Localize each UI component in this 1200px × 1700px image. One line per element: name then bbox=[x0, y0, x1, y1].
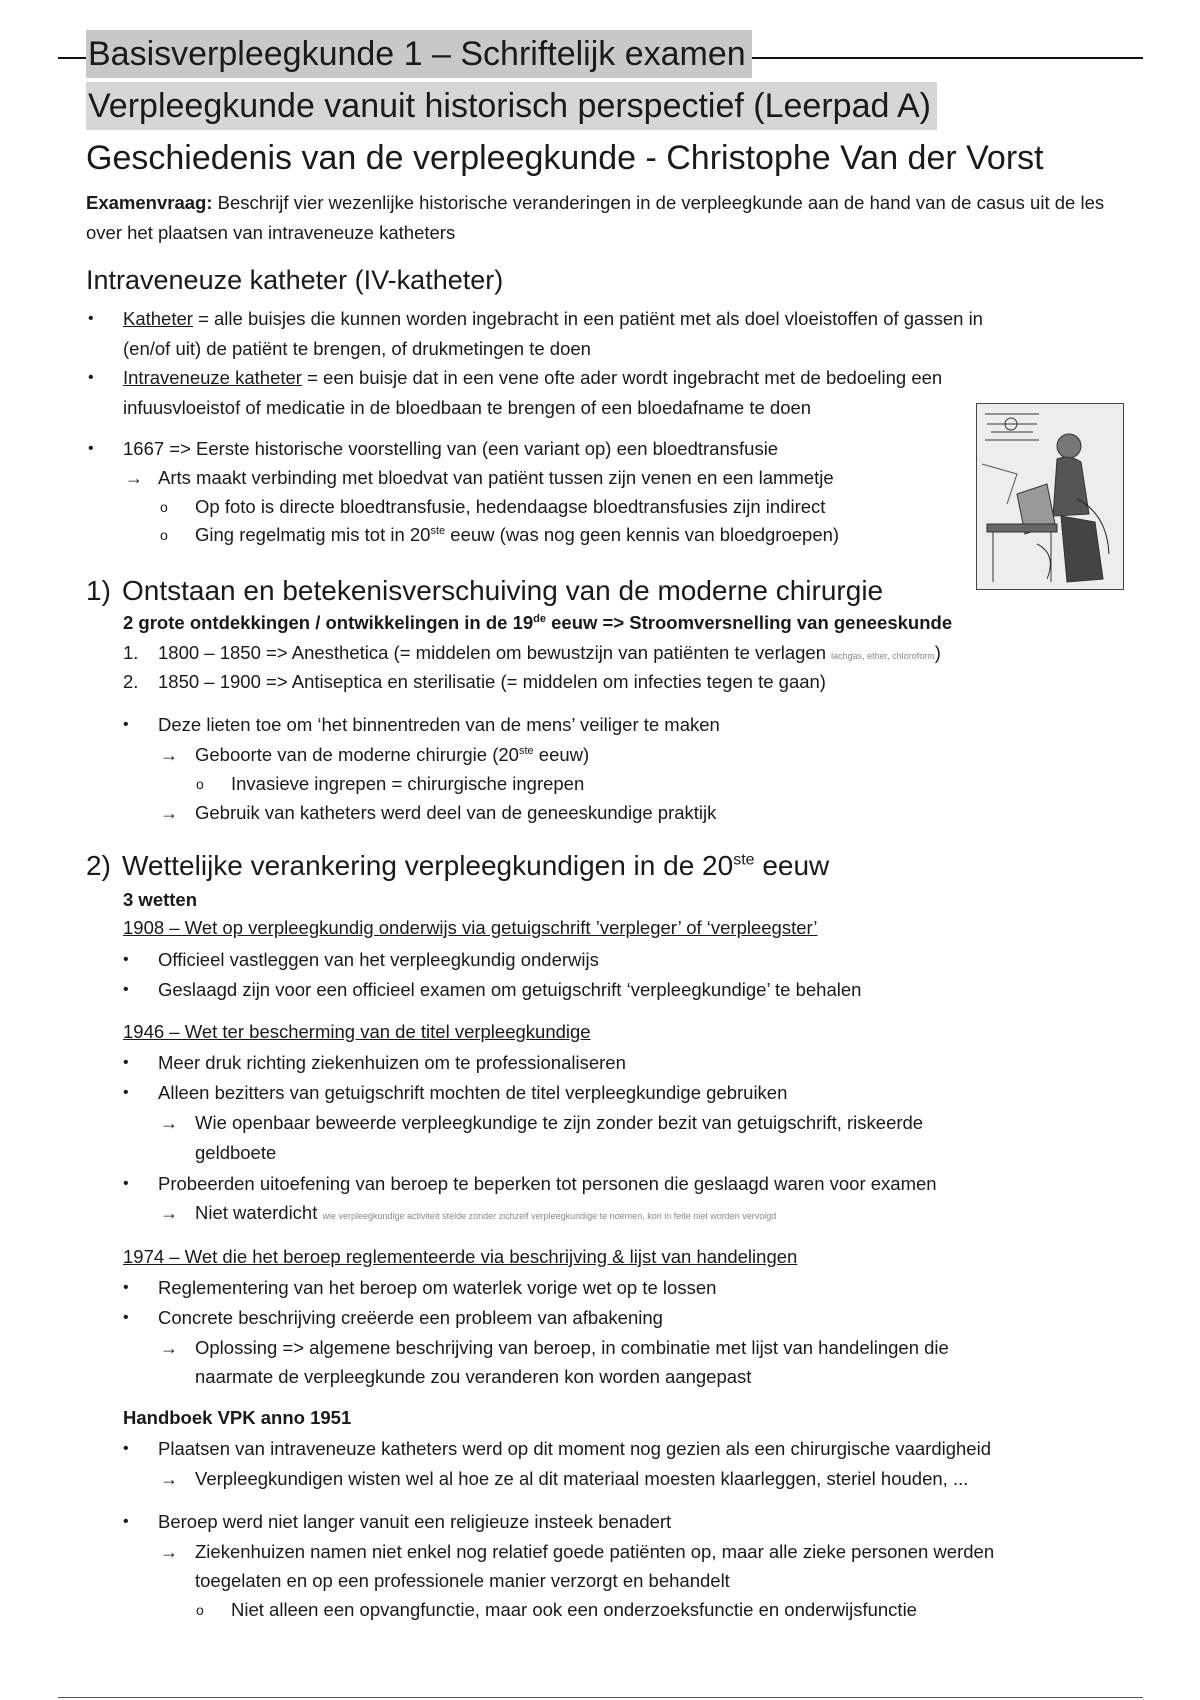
iv-bullet-1-text: = alle buisjes die kunnen worden ingebracht in een patiënt met als doel vloeistoffen of gassen in bbox=[192, 308, 983, 329]
law-1974-arrow-1-cont: naarmate de verpleegkunde zou veranderen kon worden aangepast bbox=[195, 1366, 752, 1387]
law-1908-bullet-2: Geslaagd zijn voor een officieel examen om getuigschrift ‘verpleegkundige’ te behalen bbox=[158, 979, 862, 1000]
arrow-icon: → bbox=[125, 468, 143, 488]
iv-sub-2-post: eeuw (was nog geen kennis van bloedgroepen) bbox=[445, 524, 840, 545]
iv-sub-2-sup: ste bbox=[430, 524, 446, 537]
iv-sub-2-pre: Ging regelmatig mis tot in 20 bbox=[195, 524, 431, 545]
bullet-icon: • bbox=[123, 1084, 129, 1101]
bullet-icon: • bbox=[123, 981, 129, 998]
iv-bullet-1-cont: (en/of uit) de patiënt te brengen, of drukmetingen te doen bbox=[123, 338, 591, 359]
circle-bullet-icon: o bbox=[196, 776, 204, 792]
exam-label: Examenvraag: bbox=[86, 192, 213, 213]
s1-item-1-text: 1800 – 1850 => Anesthetica (= middelen om bewustzijn van patiënten te verlagen bbox=[158, 642, 832, 663]
term-iv-katheter: Intraveneuze katheter bbox=[123, 367, 302, 388]
handbook-bullet-2: Beroep werd niet langer vanuit een religieuze insteek benadert bbox=[158, 1511, 672, 1532]
circle-bullet-icon: o bbox=[160, 527, 168, 543]
handbook-arrow-2: Ziekenhuizen namen niet enkel nog relatief goede patiënten op, maar alle zieke personen werden bbox=[195, 1541, 995, 1562]
s1-arrow-1-pre: Geboorte van de moderne chirurgie (20 bbox=[195, 744, 519, 765]
handbook-arrow-1: Verpleegkundigen wisten wel al hoe ze al dit materiaal moesten klaarleggen, steriel houden, ... bbox=[195, 1468, 969, 1489]
section-2-number: 2) bbox=[86, 850, 111, 881]
bullet-icon: • bbox=[88, 310, 94, 327]
law-1946-arrow-1: Wie openbaar beweerde verpleegkundige te zijn zonder bezit van getuigschrift, riskeerde bbox=[195, 1112, 924, 1133]
section-1-sub-sup: de bbox=[533, 612, 546, 625]
law-1946-arrow-2 bbox=[195, 1199, 776, 1230]
course-title: Verpleegkunde vanuit historisch perspectief (Leerpad A) bbox=[86, 82, 937, 130]
s1-arrow-1-post: eeuw) bbox=[533, 744, 590, 765]
iv-bullet-2 bbox=[123, 364, 942, 392]
section-2-heading bbox=[86, 846, 829, 886]
arrow-icon: → bbox=[160, 1113, 178, 1133]
list-number: 1. bbox=[123, 642, 139, 663]
law-1946-bullet-1: Meer druk richting ziekenhuizen om te professionaliseren bbox=[158, 1052, 626, 1073]
law-1974-bullet-2: Concrete beschrijving creëerde een probleem van afbakening bbox=[158, 1307, 663, 1328]
exam-question bbox=[86, 188, 1116, 248]
bullet-icon: • bbox=[123, 951, 129, 968]
s1-item-1 bbox=[158, 639, 941, 670]
section-1-subheading bbox=[123, 609, 952, 637]
law-1946-arrow-1-cont: geldboete bbox=[195, 1142, 277, 1163]
arrow-icon: → bbox=[160, 745, 178, 765]
law-1946-bullet-3: Probeerden uitoefening van beroep te beperken tot personen die geslaagd waren voor examen bbox=[158, 1173, 937, 1194]
s1-arrow-2: Gebruik van katheters werd deel van de geneeskundige praktijk bbox=[195, 802, 717, 823]
iv-bullet-2-text: = een buisje dat in een vene ofte ader wordt ingebracht met de bedoeling een bbox=[301, 367, 943, 388]
term-katheter: Katheter bbox=[123, 308, 193, 329]
law-1908-bullet-1: Officieel vastleggen van het verpleegkundig onderwijs bbox=[158, 949, 599, 970]
section-1-sub-pre: 2 grote ontdekkingen / ontwikkelingen in de 19 bbox=[123, 612, 534, 633]
bullet-icon: • bbox=[88, 369, 94, 386]
handbook-sub-1: Niet alleen een opvangfunctie, maar ook een onderzoeksfunctie en onderwijsfunctie bbox=[231, 1599, 917, 1620]
section-2-title-post: eeuw bbox=[754, 850, 830, 881]
handbook-bullet-1: Plaatsen van intraveneuze katheters werd op dit moment nog gezien als een chirurgische vaardigheid bbox=[158, 1438, 991, 1459]
arrow-icon: → bbox=[160, 803, 178, 823]
list-number: 2. bbox=[123, 671, 139, 692]
s1-item-2: 1850 – 1900 => Antiseptica en sterilisatie (= middelen om infecties tegen te gaan) bbox=[158, 671, 826, 692]
law-1908-heading: 1908 – Wet op verpleegkundig onderwijs via getuigschrift ’verpleger’ of ‘verpleegster’ bbox=[123, 917, 818, 938]
section-1-number: 1) bbox=[86, 575, 111, 606]
law-1946-heading: 1946 – Wet ter bescherming van de titel verpleegkundige bbox=[123, 1021, 591, 1042]
bullet-icon: • bbox=[123, 716, 129, 733]
law-1974-bullet-1: Reglementering van het beroep om waterlek vorige wet op te lossen bbox=[158, 1277, 717, 1298]
s1-arrow-1-sup: ste bbox=[518, 744, 534, 757]
s1-bullet-1: Deze lieten toe om ‘het binnentreden van de mens’ veiliger te maken bbox=[158, 714, 720, 735]
section-2-title-sup: ste bbox=[733, 851, 755, 869]
arrow-icon: → bbox=[160, 1203, 178, 1223]
handbook-arrow-2-cont: toegelaten en op een professionele manier verzorgt en behandelt bbox=[195, 1570, 730, 1591]
arrow-icon: → bbox=[160, 1469, 178, 1489]
handbook-heading: Handboek VPK anno 1951 bbox=[123, 1407, 352, 1428]
iv-sub-1: Op foto is directe bloedtransfusie, hedendaagse bloedtransfusies zijn indirect bbox=[195, 496, 826, 517]
s1-sub-1: Invasieve ingrepen = chirurgische ingrepen bbox=[231, 773, 585, 794]
iv-heading: Intraveneuze katheter (IV-katheter) bbox=[86, 265, 504, 295]
bullet-icon: • bbox=[123, 1440, 129, 1457]
law-1974-heading: 1974 – Wet die het beroep reglementeerde via beschrijving & lijst van handelingen bbox=[123, 1246, 798, 1267]
iv-bullet-2-cont: infuusvloeistof of medicatie in de bloedbaan te brengen of een bloedafname te doen bbox=[123, 397, 812, 418]
document-title: Basisverpleegkunde 1 – Schriftelijk examen bbox=[86, 30, 752, 78]
arrow-icon: → bbox=[160, 1542, 178, 1562]
law-1946-arrow-2-text: Niet waterdicht bbox=[195, 1202, 323, 1223]
s1-item-1-note: lachgas, ether, chloroform bbox=[831, 651, 935, 661]
section-1-title: Ontstaan en betekenisverschuiving van de moderne chirurgie bbox=[122, 575, 884, 606]
bullet-icon: • bbox=[88, 440, 94, 457]
arrow-icon: → bbox=[160, 1338, 178, 1358]
section-1-heading bbox=[86, 571, 883, 611]
iv-bullet-3: 1667 => Eerste historische voorstelling van (een variant op) een bloedtransfusie bbox=[123, 438, 779, 459]
iv-arrow-1: Arts maakt verbinding met bloedvat van patiënt tussen zijn venen en een lammetje bbox=[158, 467, 834, 488]
iv-sub-2 bbox=[195, 521, 839, 549]
section-1-sub-post: eeuw => Stroomversnelling van geneeskunde bbox=[546, 612, 953, 633]
bullet-icon: • bbox=[123, 1309, 129, 1326]
chapter-title: Geschiedenis van de verpleegkunde - Christophe Van der Vorst bbox=[86, 139, 1044, 177]
circle-bullet-icon: o bbox=[196, 1602, 204, 1618]
blood-transfusion-engraving bbox=[976, 403, 1124, 590]
bullet-icon: • bbox=[123, 1279, 129, 1296]
section-2-subheading: 3 wetten bbox=[123, 889, 198, 910]
footer-rule bbox=[58, 1697, 1143, 1698]
iv-bullet-1 bbox=[123, 305, 983, 333]
exam-text: Beschrijf vier wezenlijke historische veranderingen in de verpleegkunde aan de hand van de casus uit de les over het plaatsen van intraveneuze katheters bbox=[86, 192, 1105, 243]
bullet-icon: • bbox=[123, 1175, 129, 1192]
s1-item-1-close: ) bbox=[934, 642, 941, 663]
law-1946-arrow-2-note: wie verpleegkundige activiteit stelde zonder zichzelf verpleegkundige te noemen, kon in feite niet worden vervolgd bbox=[322, 1211, 777, 1221]
law-1974-arrow-1: Oplossing => algemene beschrijving van beroep, in combinatie met lijst van handelingen die bbox=[195, 1337, 949, 1358]
section-2-title-pre: Wettelijke verankering verpleegkundigen in de 20 bbox=[122, 850, 734, 881]
bullet-icon: • bbox=[123, 1513, 129, 1530]
circle-bullet-icon: o bbox=[160, 499, 168, 515]
s1-arrow-1 bbox=[195, 741, 589, 769]
bullet-icon: • bbox=[123, 1054, 129, 1071]
law-1946-bullet-2: Alleen bezitters van getuigschrift mochten de titel verpleegkundige gebruiken bbox=[158, 1082, 788, 1103]
